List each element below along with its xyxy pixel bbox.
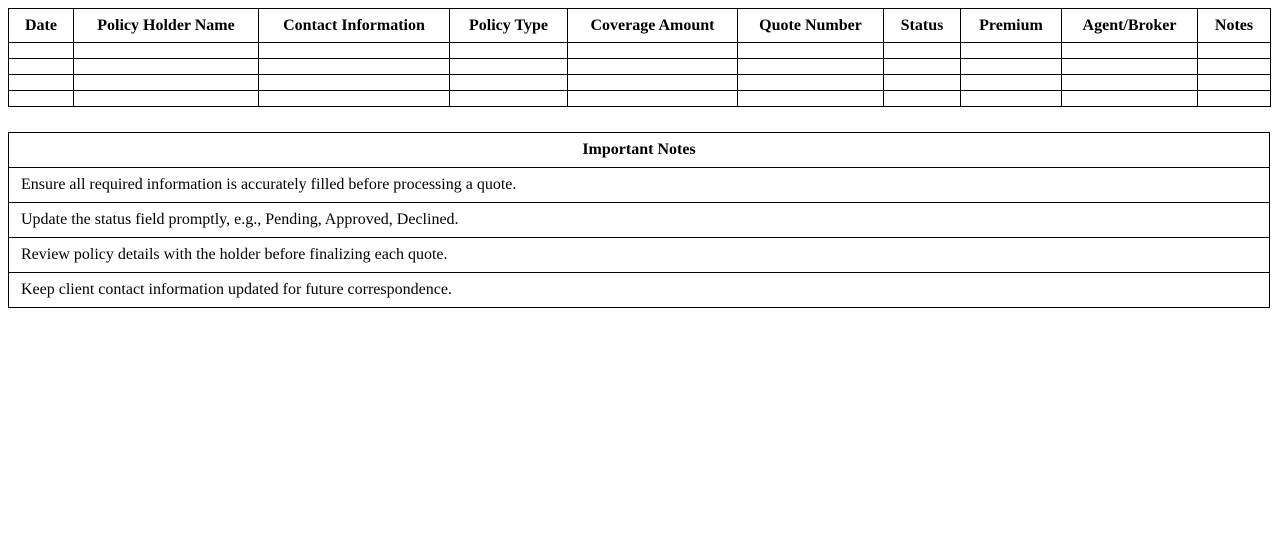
table-cell [259,43,450,59]
table-cell [74,59,259,75]
important-notes-table [8,132,1270,308]
table-cell [961,91,1062,107]
notes-title: Important Notes [9,133,1270,168]
insurance-quote-table [8,8,1271,107]
table-cell [450,43,568,59]
note-text: Ensure all required information is accurately filled before processing a quote. [9,168,1270,203]
table-cell [1062,59,1198,75]
table-cell [738,91,884,107]
table-cell [1198,43,1271,59]
column-header-quote-number: Quote Number [738,9,884,43]
table-cell [74,43,259,59]
table-cell [450,59,568,75]
column-header-premium: Premium [961,9,1062,43]
table-cell [884,75,961,91]
table-cell [259,59,450,75]
header-row [9,9,1271,43]
table-cell [74,75,259,91]
table-cell [9,43,74,59]
list-item [9,203,1270,238]
table-cell [1062,75,1198,91]
table-cell [9,91,74,107]
table-row [9,91,1271,107]
column-header-status: Status [884,9,961,43]
table-cell [568,43,738,59]
page-content [8,8,1270,308]
table-cell [738,75,884,91]
table-cell [568,59,738,75]
table-cell [74,91,259,107]
notes-header-row [9,133,1270,168]
note-text: Keep client contact information updated for future correspondence. [9,273,1270,308]
column-header-contact-information: Contact Information [259,9,450,43]
list-item [9,168,1270,203]
column-header-policy-type: Policy Type [450,9,568,43]
table-cell [450,75,568,91]
table-cell [1062,43,1198,59]
column-header-coverage-amount: Coverage Amount [568,9,738,43]
table-cell [884,91,961,107]
table-cell [884,59,961,75]
table-row [9,75,1271,91]
table-row [9,43,1271,59]
table-cell [738,43,884,59]
table-cell [1198,59,1271,75]
table-cell [9,59,74,75]
column-header-agent-broker: Agent/Broker [1062,9,1198,43]
list-item [9,238,1270,273]
table-cell [259,91,450,107]
table-cell [738,59,884,75]
list-item [9,273,1270,308]
table-cell [961,59,1062,75]
table-cell [961,43,1062,59]
note-text: Update the status field promptly, e.g., Pending, Approved, Declined. [9,203,1270,238]
table-cell [1198,75,1271,91]
table-cell [450,91,568,107]
column-header-date: Date [9,9,74,43]
table-cell [1198,91,1271,107]
table-row [9,59,1271,75]
table-cell [568,75,738,91]
column-header-notes: Notes [1198,9,1271,43]
table-cell [961,75,1062,91]
table-cell [568,91,738,107]
column-header-policy-holder-name: Policy Holder Name [74,9,259,43]
table-cell [884,43,961,59]
note-text: Review policy details with the holder before finalizing each quote. [9,238,1270,273]
table-cell [1062,91,1198,107]
table-cell [259,75,450,91]
table-cell [9,75,74,91]
